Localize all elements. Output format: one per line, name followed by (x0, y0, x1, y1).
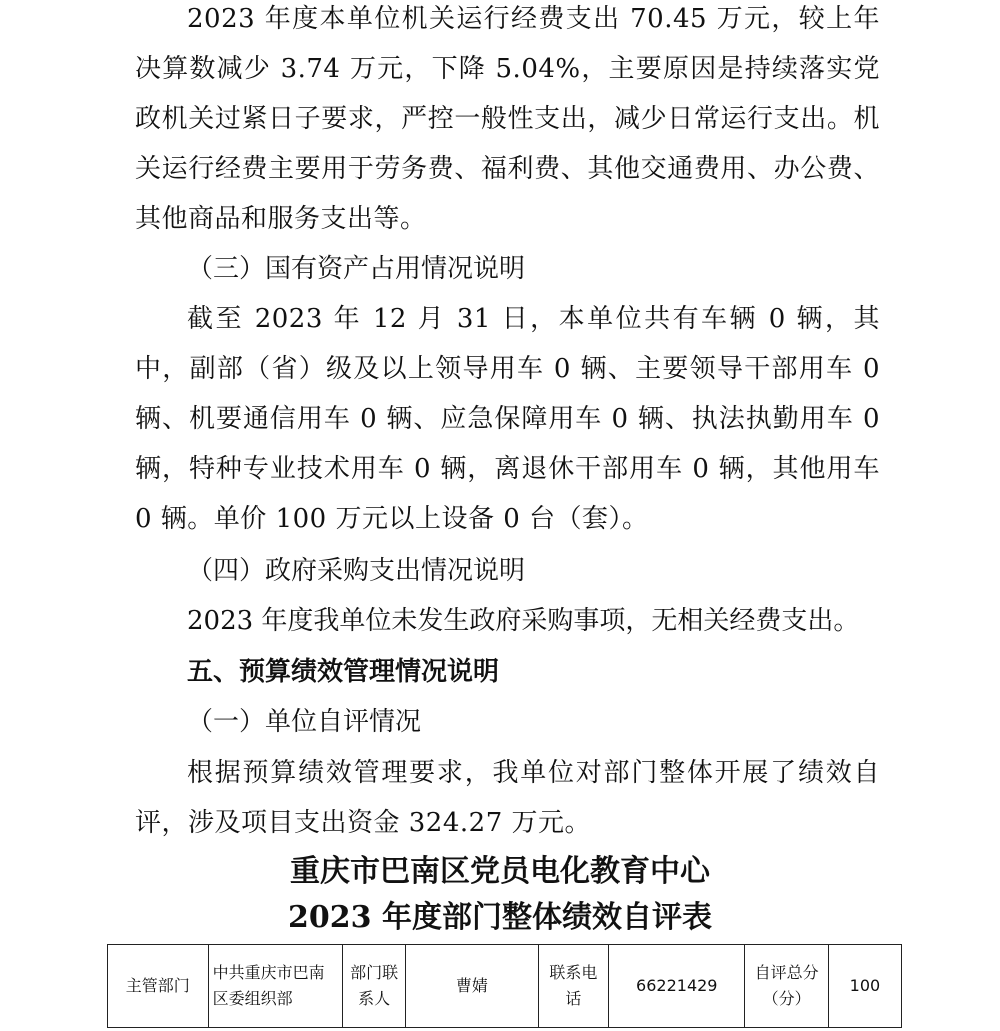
value-contact: 曹婧 (406, 945, 539, 1028)
label-score: 自评总分（分） (745, 945, 828, 1028)
report-title-line2: 2023 年度部门整体绩效自评表 (288, 900, 712, 935)
label-supervisor: 主管部门 (108, 945, 209, 1028)
heading-state-assets: （三）国有资产占用情况说明 (187, 254, 526, 284)
report-title-line1: 重庆市巴南区党员电化教育中心 (290, 854, 710, 889)
value-score: 100 (828, 945, 901, 1028)
paragraph-vehicles: 截至 2023 年 12 月 31 日，本单位共有车辆 0 辆，其中，副部（省）级及以上领导用车 0 辆、主要领导干部用车 0 辆、机要通信用车 0 辆、应急保障用车 0 辆、执法执勤用车 0 辆，特种专业技术用车 0 辆，离退休干部用车 0 辆，其他用车 0 辆。单价 100 万元以上设备 0 台（套）。 (135, 304, 880, 534)
evaluation-table (107, 944, 902, 1028)
table-row (108, 945, 902, 1028)
heading-performance-management: 五、预算绩效管理情况说明 (187, 657, 500, 687)
heading-self-evaluation: （一）单位自评情况 (187, 707, 422, 737)
paragraph-operating-expenses: 2023 年度本单位机关运行经费支出 70.45 万元，较上年决算数减少 3.74 万元，下降 5.04%，主要原因是持续落实党政机关过紧日子要求，严控一般性支出，减少日常运行支出。机关运行经费主要用于劳务费、福利费、其他交通费用、办公费、其他商品和服务支出等。 (135, 4, 880, 234)
value-phone: 66221429 (609, 945, 745, 1028)
label-contact: 部门联系人 (343, 945, 406, 1028)
label-phone: 联系电话 (538, 945, 608, 1028)
paragraph-procurement: 2023 年度我单位未发生政府采购事项，无相关经费支出。 (187, 606, 860, 636)
paragraph-self-evaluation: 根据预算绩效管理要求，我单位对部门整体开展了绩效自评，涉及项目支出资金 324.27 万元。 (135, 758, 880, 838)
heading-procurement: （四）政府采购支出情况说明 (187, 556, 526, 586)
value-supervisor: 中共重庆市巴南区委组织部 (208, 945, 343, 1028)
